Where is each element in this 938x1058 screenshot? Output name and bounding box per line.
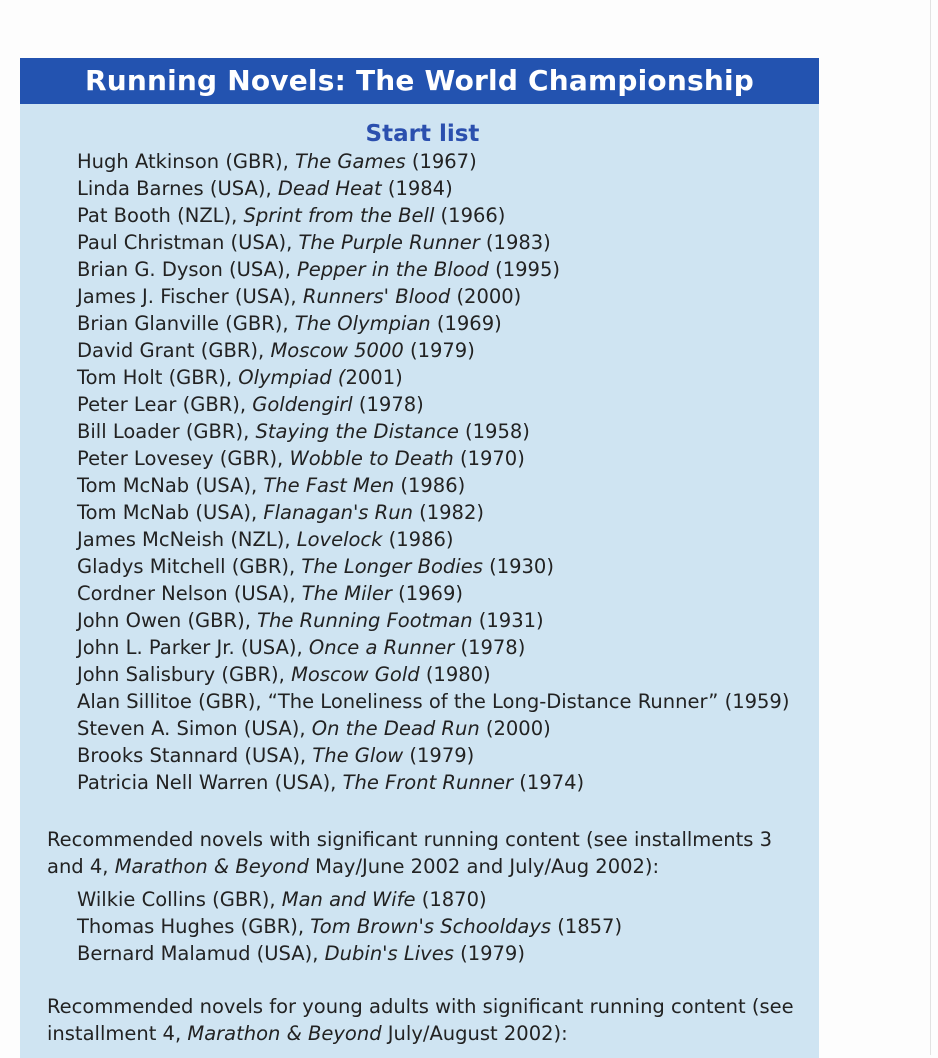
book-title: The Glow [312, 744, 404, 767]
list-item [20, 715, 819, 742]
book-title: Lovelock [296, 528, 383, 551]
list-item [20, 148, 819, 175]
book-title: Olympiad ( [238, 366, 346, 389]
book-title: Runners' Blood [302, 285, 451, 308]
book-title: The Running Footman [257, 609, 473, 632]
author: John Owen (GBR), [77, 609, 258, 632]
young-adult-intro-magazine: Marathon & Beyond [187, 1022, 382, 1045]
list-item [20, 391, 819, 418]
author: Pat Booth (NZL), [77, 204, 244, 227]
list-item [20, 607, 819, 634]
year: (1979) [403, 744, 475, 767]
year: (1931) [472, 609, 544, 632]
list-item [20, 256, 819, 283]
year: (1983) [479, 231, 551, 254]
book-title: Goldengirl [252, 393, 353, 416]
book-title: Pepper in the Blood [297, 258, 489, 281]
list-item [20, 526, 819, 553]
book-title: Once a Runner [308, 636, 455, 659]
page-title: Running Novels: The World Championship [20, 58, 819, 104]
year: (1930) [482, 555, 554, 578]
list-item [20, 418, 819, 445]
author: Brian G. Dyson (USA), [77, 258, 297, 281]
author: John L. Parker Jr. (USA), [77, 636, 309, 659]
book-title: Staying the Distance [255, 420, 459, 443]
list-item [20, 886, 819, 913]
list-item [20, 202, 819, 229]
young-adult-intro-dates: July/August 2002): [381, 1022, 568, 1045]
book-title: Dead Heat [277, 177, 382, 200]
book-title: The Fast Men [263, 474, 395, 497]
spacer [20, 967, 819, 993]
book-title: Man and Wife [281, 888, 416, 911]
author: John Salisbury (GBR), [77, 663, 292, 686]
author: Steven A. Simon (USA), [77, 717, 312, 740]
list-item [20, 445, 819, 472]
book-title: Flanagan's Run [263, 501, 413, 524]
young-adult-intro-text: Recommended novels for young adults with significant running content (see installment 4, [47, 995, 794, 1045]
year: (1969) [391, 582, 463, 605]
list-item [20, 364, 819, 391]
spacer [20, 796, 819, 826]
author: Wilkie Collins (GBR), [77, 888, 282, 911]
year: (1857) [551, 915, 623, 938]
book-title: Moscow Gold [291, 663, 420, 686]
year: (1978) [352, 393, 424, 416]
list-item [20, 688, 819, 715]
year: (2000) [479, 717, 551, 740]
recommended-intro-dates: May/June 2002 and July/Aug 2002): [308, 855, 660, 878]
author: Bill Loader (GBR), [77, 420, 256, 443]
young-adult-intro [20, 993, 819, 1047]
list-item [20, 661, 819, 688]
list-item [20, 913, 819, 940]
list-item [20, 283, 819, 310]
year: (1984) [381, 177, 453, 200]
book-title: The Purple Runner [298, 231, 480, 254]
year: (1969) [430, 312, 502, 335]
author: James McNeish (NZL), [77, 528, 297, 551]
year: (2000) [450, 285, 522, 308]
author: Linda Barnes (USA), [77, 177, 278, 200]
author: Thomas Hughes (GBR), [77, 915, 311, 938]
year: (1979) [453, 942, 525, 965]
author: Hugh Atkinson (GBR), [77, 150, 295, 173]
year: (1995) [488, 258, 560, 281]
author: Tom McNab (USA), [77, 474, 264, 497]
book-title: Wobble to Death [289, 447, 454, 470]
list-item [20, 742, 819, 769]
list-item [20, 580, 819, 607]
author: Alan Sillitoe (GBR), “The Loneliness of the Long-Distance Runner” (1959) [77, 690, 790, 713]
list-item [20, 499, 819, 526]
year: (1958) [458, 420, 530, 443]
year: 2001) [345, 366, 403, 389]
book-title: The Front Runner [342, 771, 514, 794]
year: (1982) [412, 501, 484, 524]
year: (1986) [394, 474, 466, 497]
book-title: The Games [294, 150, 406, 173]
box-content [20, 104, 819, 1047]
book-title: The Miler [301, 582, 392, 605]
author: Cordner Nelson (USA), [77, 582, 302, 605]
list-item [20, 553, 819, 580]
year: (1870) [415, 888, 487, 911]
list-item [20, 175, 819, 202]
year: (1974) [513, 771, 585, 794]
recommended-intro [20, 826, 819, 880]
list-item [20, 472, 819, 499]
book-title: Tom Brown's Schooldays [310, 915, 552, 938]
author: Brian Glanville (GBR), [77, 312, 295, 335]
start-list [20, 148, 819, 796]
author: Tom Holt (GBR), [77, 366, 239, 389]
year: (1978) [454, 636, 526, 659]
year: (1966) [434, 204, 506, 227]
sidebar-box [20, 58, 819, 1058]
author: Brooks Stannard (USA), [77, 744, 313, 767]
list-item [20, 634, 819, 661]
recommended-intro-text: Recommended novels with significant running content (see installments 3 and 4, [47, 828, 773, 878]
author: James J. Fischer (USA), [77, 285, 303, 308]
list-item [20, 940, 819, 967]
year: (1980) [419, 663, 491, 686]
list-item [20, 229, 819, 256]
book-title: The Longer Bodies [301, 555, 483, 578]
recommended-intro-magazine: Marathon & Beyond [114, 855, 309, 878]
book-title: Dubin's Lives [324, 942, 454, 965]
author: Paul Christman (USA), [77, 231, 299, 254]
year: (1986) [382, 528, 454, 551]
year: (1970) [453, 447, 525, 470]
author: Peter Lovesey (GBR), [77, 447, 290, 470]
start-list-heading: Start list [365, 121, 480, 147]
book-title: The Olympian [294, 312, 431, 335]
list-item [20, 769, 819, 796]
page-edge-line [930, 0, 931, 1055]
author: Peter Lear (GBR), [77, 393, 253, 416]
list-item [20, 337, 819, 364]
book-title: Sprint from the Bell [243, 204, 435, 227]
author: Gladys Mitchell (GBR), [77, 555, 302, 578]
author: Tom McNab (USA), [77, 501, 264, 524]
book-title: Moscow 5000 [270, 339, 404, 362]
list-item [20, 310, 819, 337]
recommended-list [20, 886, 819, 967]
year: (1979) [403, 339, 475, 362]
author: Patricia Nell Warren (USA), [77, 771, 343, 794]
author: Bernard Malamud (USA), [77, 942, 325, 965]
book-title: On the Dead Run [311, 717, 480, 740]
author: David Grant (GBR), [77, 339, 271, 362]
year: (1967) [405, 150, 477, 173]
